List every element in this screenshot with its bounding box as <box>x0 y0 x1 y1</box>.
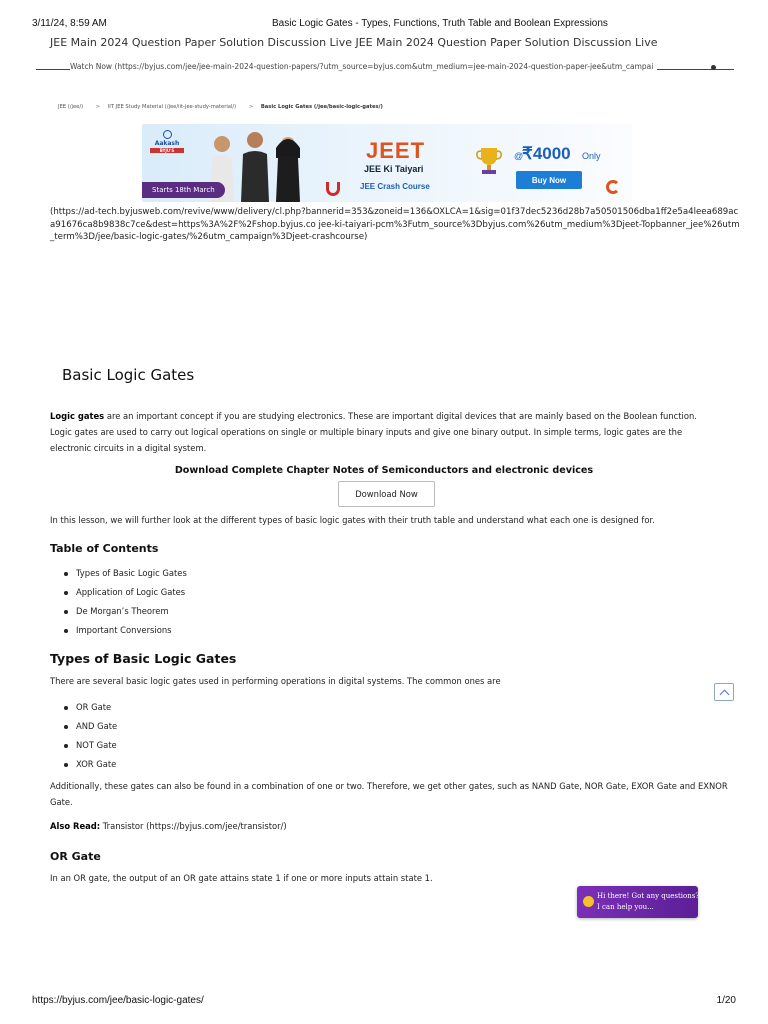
price-suffix: Only <box>582 151 601 161</box>
gate-item-not: NOT Gate <box>64 740 117 759</box>
start-date-label: Starts 18th March <box>142 182 225 198</box>
magnet-icon <box>326 182 340 196</box>
wave-hand-icon <box>583 896 594 907</box>
toc-item-types[interactable]: Types of Basic Logic Gates <box>64 568 187 587</box>
lesson-text: In this lesson, we will further look at the different types of basic logic gates with their truth table and understand what each one is designed for. <box>50 515 655 525</box>
breadcrumb-separator: > <box>95 104 101 110</box>
gate-item-or: OR Gate <box>64 702 117 721</box>
scroll-to-top-icon[interactable] <box>714 683 734 701</box>
intro-bold-term: Logic gates <box>50 411 105 421</box>
toc-list <box>64 568 187 644</box>
ad-banner[interactable] <box>142 124 632 202</box>
or-gate-text: In an OR gate, the output of an OR gate attains state 1 if one or more inputs attain state 1. <box>50 873 433 883</box>
also-read <box>50 821 287 831</box>
watch-now-dot-icon <box>711 65 716 70</box>
chat-widget[interactable] <box>577 886 698 918</box>
gate-list <box>64 702 117 778</box>
types-intro: There are several basic logic gates used in performing operations in digital systems. The common ones are <box>50 676 501 686</box>
aakash-brand-tag: BYJU'S <box>150 148 184 153</box>
watch-now-link[interactable]: Watch Now (https://byjus.com/jee/jee-main-2024-question-papers/?utm_source=byjus.com&utm_medium=jee-main-2024-question-paper-jee&utm_campai <box>70 63 657 71</box>
page-title: Basic Logic Gates <box>62 366 195 384</box>
breadcrumb-item-current[interactable]: Basic Logic Gates (/jee/basic-logic-gates/) <box>260 104 383 110</box>
price-value: ₹4000 <box>522 144 571 163</box>
price-prefix: @ <box>514 151 524 161</box>
also-read-link[interactable]: Transistor (https://byjus.com/jee/transistor/) <box>100 821 287 831</box>
toc-item-conversions[interactable]: Important Conversions <box>64 625 187 644</box>
watch-now-bar <box>36 63 734 75</box>
ad-choices-icon[interactable] <box>606 180 620 194</box>
chat-greeting: Hi there! Got any questions? <box>597 892 700 900</box>
ticker-text[interactable]: JEE Main 2024 Question Paper Solution Discussion Live JEE Main 2024 Question Paper Solution Discussion Live <box>50 36 658 49</box>
intro-paragraph <box>50 408 718 456</box>
intro-text: are an important concept if you are studying electronics. These are important digital devices that are mainly based on the Boolean function. Logic gates are used to carry out logical operations on single or multiple binary inputs and give one binary output. In simple terms, logic gates are the electronic circuits in a digital system. <box>50 411 697 453</box>
or-gate-heading: OR Gate <box>50 850 101 863</box>
additional-gates-paragraph: Additionally, these gates can also be found in a combination of one or two. Therefore, we get other gates, such as NAND Gate, NOR Gate, EXOR Gate and EXNOR Gate. <box>50 781 728 807</box>
breadcrumb <box>58 104 388 110</box>
print-datetime: 3/11/24, 8:59 AM <box>32 18 107 29</box>
jeet-subline: JEE Ki Taiyari <box>364 164 424 174</box>
ad-tracking-link[interactable]: (https://ad-tech.byjusweb.com/revive/www/delivery/cl.php?bannerid=353&zoneid=136&OXLCA=1&sig=01f37dec5236d28b7a50501506dba1ff2e5a4leea689aca91676ca8b9838c7ce&dest=https%3A%2F%2Fshop.byjus.co jee-ki-taiyari-pcm%3Futm_source%3Dbyjus.com%26utm_medium%3Djeet-Topbanner_jee%26utm_term%3D/jee/basic-logic-gates/%26utm_campaign%3Djeet-crashcourse) <box>50 207 740 242</box>
download-heading: Download Complete Chapter Notes of Semiconductors and electronic devices <box>174 465 594 476</box>
aakash-logo <box>150 130 184 153</box>
download-now-button[interactable]: Download Now <box>338 481 435 507</box>
chat-subtext: I can help you... <box>597 903 654 911</box>
types-heading: Types of Basic Logic Gates <box>50 651 237 666</box>
also-read-label: Also Read: <box>50 821 101 831</box>
aakash-brand-text: Aakash <box>154 140 180 147</box>
course-name: JEE Crash Course <box>360 182 430 191</box>
aakash-logo-icon <box>163 130 172 139</box>
print-page-number: 1/20 <box>716 995 736 1006</box>
trophy-icon <box>476 146 502 176</box>
toc-item-de-morgan[interactable]: De Morgan’s Theorem <box>64 606 187 625</box>
breadcrumb-separator: > <box>248 104 254 110</box>
breadcrumb-item-study-material[interactable]: IIT JEE Study Material (/jee/iit-jee-study-material/) <box>107 104 237 110</box>
gate-item-and: AND Gate <box>64 721 117 740</box>
gate-item-xor: XOR Gate <box>64 759 117 778</box>
print-footer-url: https://byjus.com/jee/basic-logic-gates/ <box>32 995 204 1006</box>
jeet-headline: JEET <box>366 138 426 163</box>
buy-now-button[interactable]: Buy Now <box>516 171 582 189</box>
toc-item-application[interactable]: Application of Logic Gates <box>64 587 187 606</box>
toc-heading: Table of Contents <box>50 542 159 555</box>
breadcrumb-item-jee[interactable]: JEE (/jee/) <box>58 104 84 110</box>
print-doc-title: Basic Logic Gates - Types, Functions, Truth Table and Boolean Expressions <box>272 18 608 29</box>
